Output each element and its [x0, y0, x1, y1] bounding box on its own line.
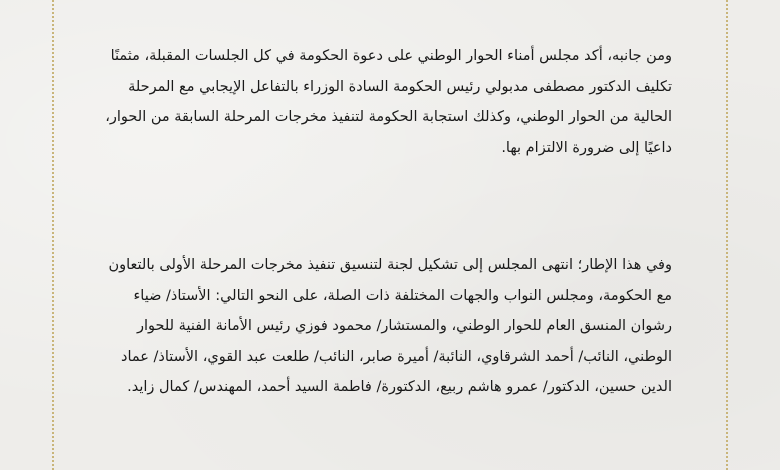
text-line: ومن جانبه، أكد مجلس أمناء الحوار الوطني على دعوة الحكومة في كل الجلسات المقبلة، مثمنًا	[110, 48, 672, 64]
paragraph-council-statement	[82, 41, 672, 163]
text-line: داعيًا إلى ضرورة الالتزام بها.	[501, 139, 672, 156]
paragraph-committee-formation	[82, 250, 672, 403]
text-line: الحالية من الحوار الوطني، وكذلك استجابة الحكومة لتنفيذ مخرجات المرحلة السابقة من الحوار،	[105, 109, 672, 125]
text-line: رشوان المنسق العام للحوار الوطني، والمستشار/ محمود فوزي رئيس الأمانة الفنية للحوار	[136, 318, 672, 334]
right-margin-rule	[726, 0, 728, 470]
left-margin-rule	[52, 0, 54, 470]
text-line: تكليف الدكتور مصطفى مدبولي رئيس الحكومة السادة الوزراء بالتفاعل الإيجابي مع المرحلة	[128, 78, 672, 95]
text-line: مع الحكومة، ومجلس النواب والجهات المختلفة ذات الصلة، على النحو التالي: الأستاذ/ ضياء	[133, 287, 672, 304]
text-line: الدين حسين، الدكتور/ عمرو هاشم ربيع، الدكتورة/ فاطمة السيد أحمد، المهندس/ كمال زايد.	[127, 379, 672, 395]
text-line: وفي هذا الإطار؛ انتهى المجلس إلى تشكيل لجنة لتنسيق تنفيذ مخرجات المرحلة الأولى بالتعاون	[108, 257, 672, 273]
text-line: الوطني، النائب/ أحمد الشرقاوي، النائبة/ أميرة صابر، النائب/ طلعت عبد القوي، الأستاذ/ عماد	[120, 348, 672, 365]
